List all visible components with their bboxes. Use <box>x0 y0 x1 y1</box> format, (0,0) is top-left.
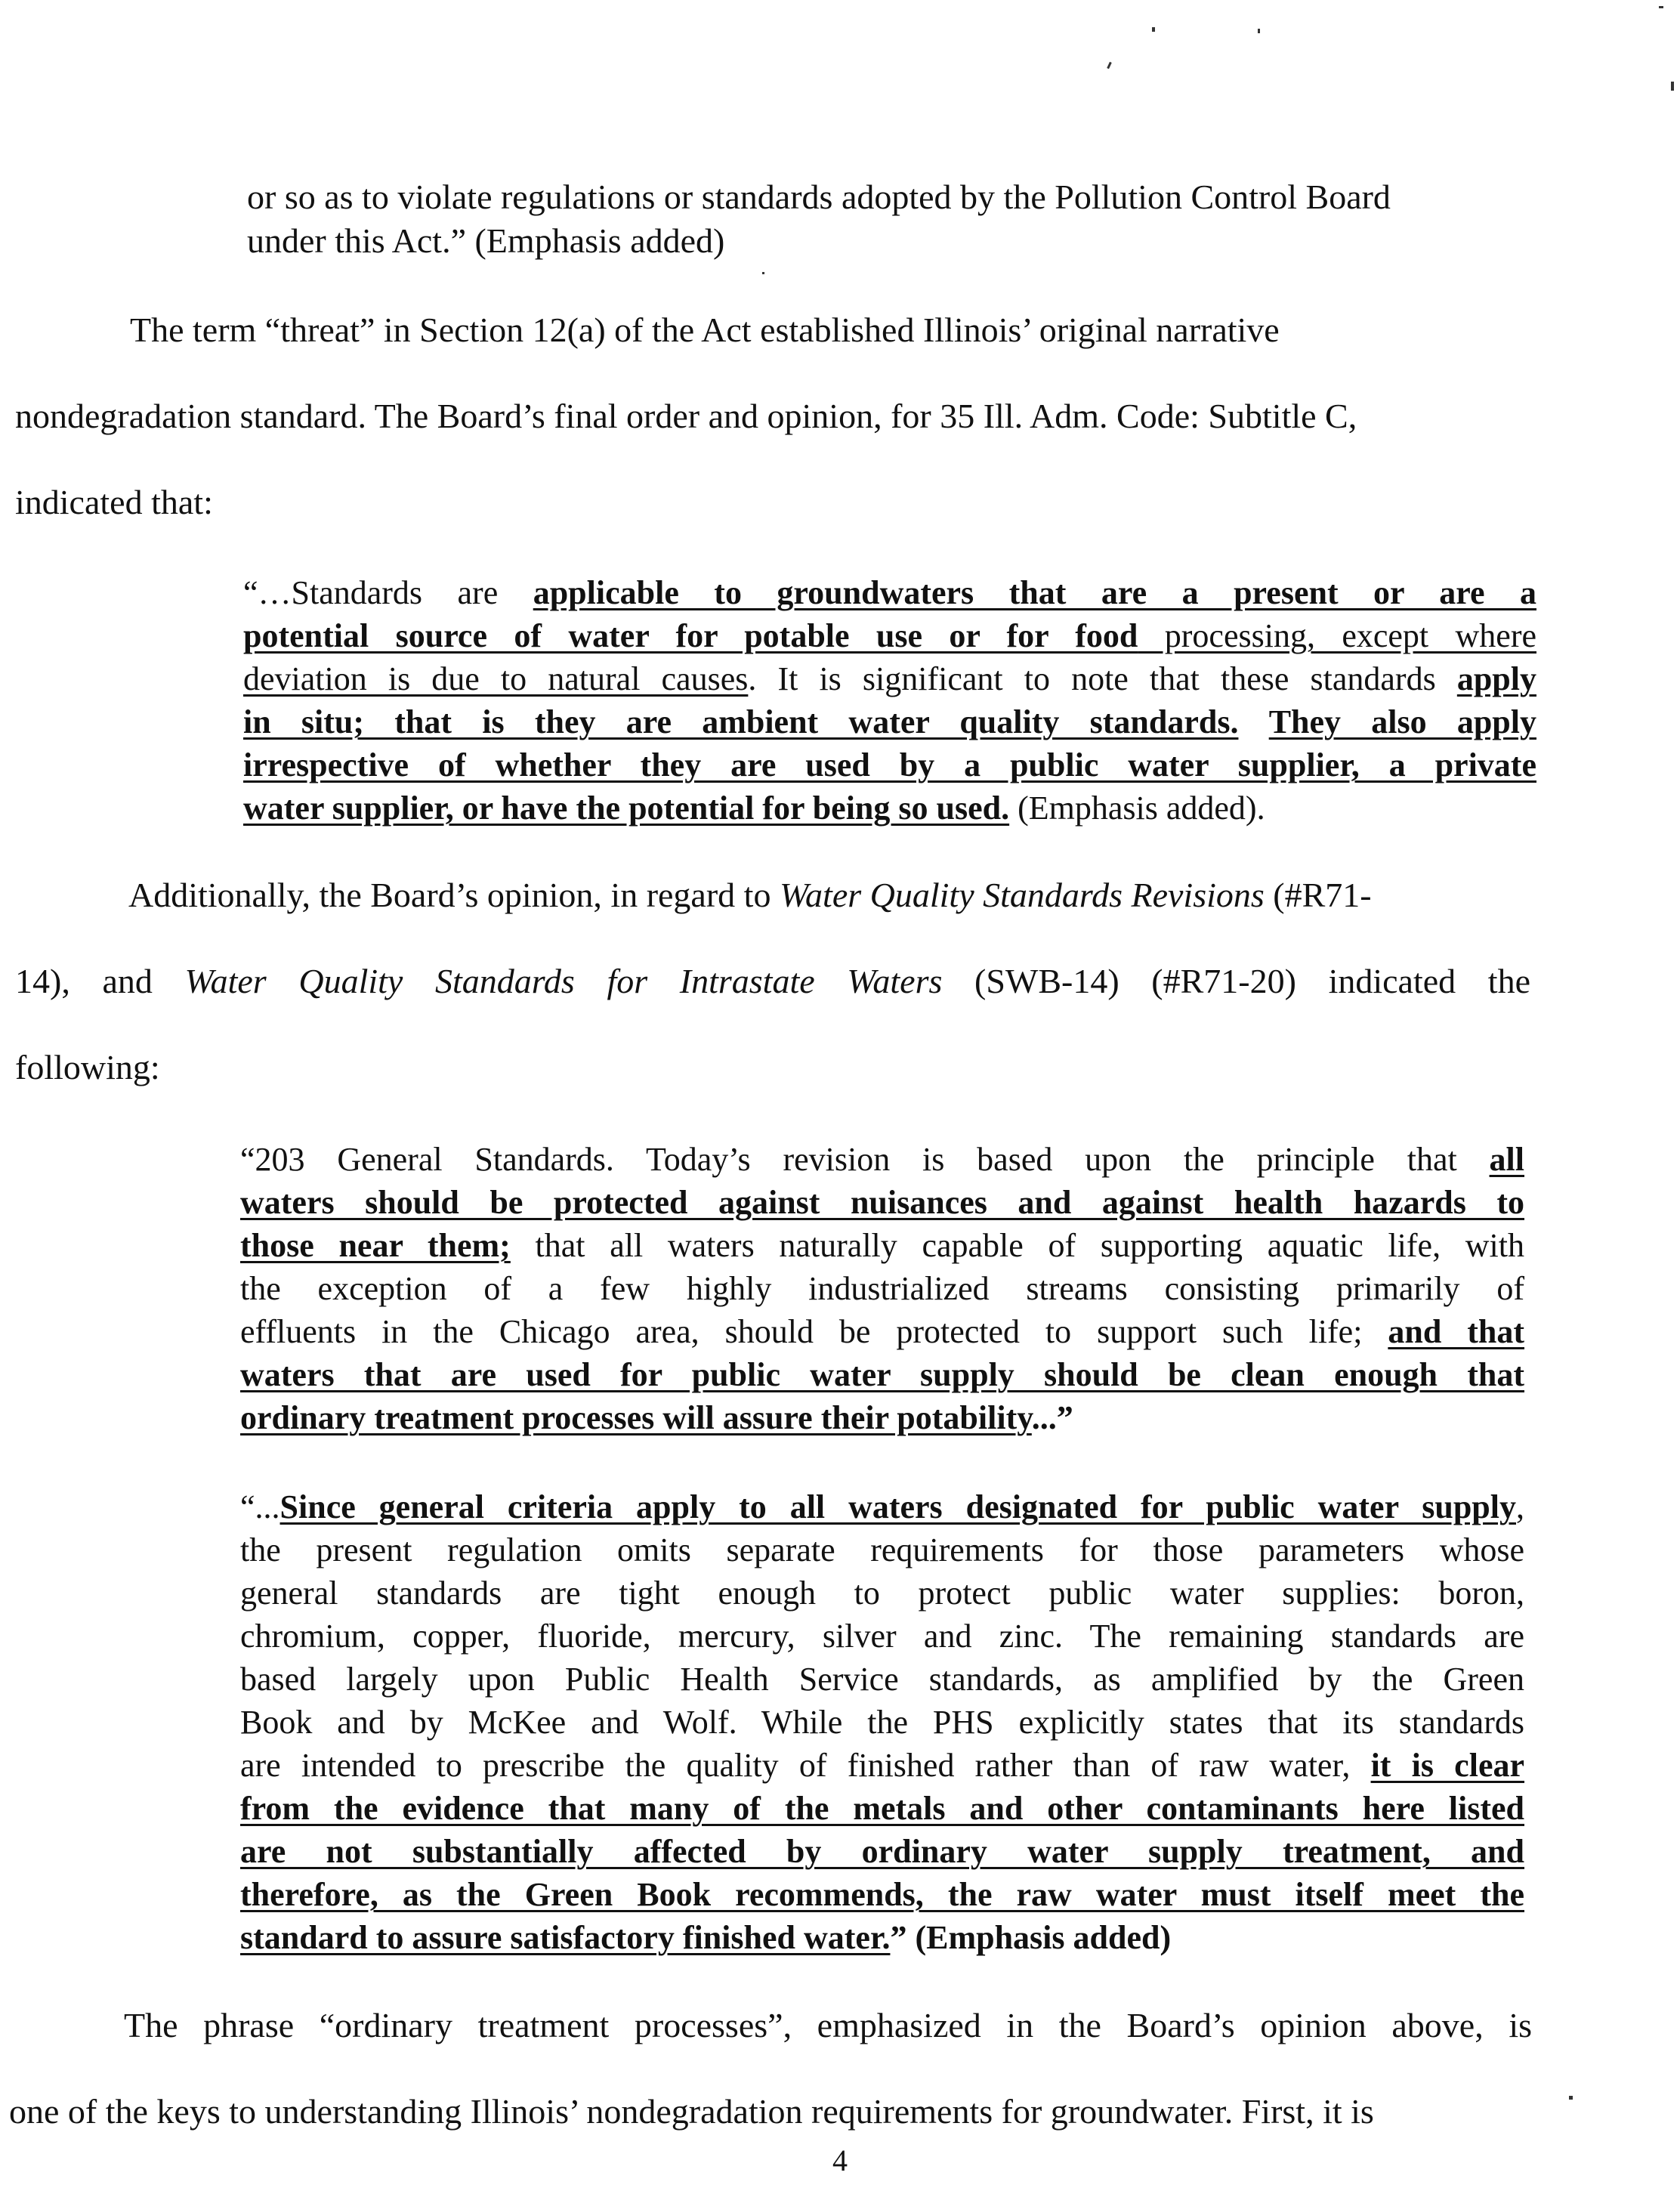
quote-line: are intended to prescribe the quality of finished rather than of raw water, it is clear <box>240 1747 1524 1784</box>
paragraph-line: The phrase “ordinary treatment processes”, emphasized in the Board’s opinion above, is <box>124 2006 1532 2044</box>
quote-line: “...Since general criteria apply to all waters designated for public water supply, <box>240 1488 1524 1525</box>
quote-line: standard to assure satisfactory finished water.” (Emphasis added) <box>240 1919 1172 1956</box>
paragraph-line: The term “threat” in Section 12(a) of the Act established Illinois’ original narrative <box>130 311 1280 349</box>
quote-line: waters that are used for public water supply should be clean enough that <box>240 1356 1524 1393</box>
scan-speck <box>762 272 764 274</box>
intro-quote-line: under this Act.” (Emphasis added) <box>247 221 725 260</box>
paragraph-line: indicated that: <box>15 483 213 521</box>
scan-speck <box>1659 6 1663 8</box>
scan-speck <box>1258 29 1260 33</box>
scan-speck <box>1671 82 1674 91</box>
quote-line: irrespective of whether they are used by a public water supplier, a private <box>243 746 1536 783</box>
intro-quote-line: or so as to violate regulations or standards adopted by the Pollution Control Board <box>247 178 1391 216</box>
quote-line: based largely upon Public Health Service standards, as amplified by the Green <box>240 1661 1524 1698</box>
quote-line: in situ; that is they are ambient water quality standards. They also apply <box>243 703 1536 740</box>
quote-line: waters should be protected against nuisances and against health hazards to <box>240 1184 1524 1221</box>
quote-line: ordinary treatment processes will assure their potability...” <box>240 1399 1073 1436</box>
scan-speck <box>1569 2096 1573 2100</box>
quote-line: Book and by McKee and Wolf. While the PHS explicitly states that its standards <box>240 1704 1524 1741</box>
paragraph-line: Additionally, the Board’s opinion, in regard to Water Quality Standards Revisions (#R71- <box>128 876 1372 914</box>
quote-line: water supplier, or have the potential for being so used. (Emphasis added). <box>243 790 1265 827</box>
paragraph-line: following: <box>15 1048 160 1086</box>
quote-line: therefore, as the Green Book recommends, the raw water must itself meet the <box>240 1876 1524 1913</box>
quote-line: are not substantially affected by ordinary water supply treatment, and <box>240 1833 1524 1870</box>
quote-line: deviation is due to natural causes. It is significant to note that these standards apply <box>243 660 1536 697</box>
scan-speck <box>1107 62 1112 69</box>
paragraph-line: 14), and Water Quality Standards for Intrastate Waters (SWB-14) (#R71-20) indicated the <box>15 962 1530 1000</box>
quote-line: effluents in the Chicago area, should be protected to support such life; and that <box>240 1313 1524 1350</box>
quote-line: those near them; that all waters naturally capable of supporting aquatic life, with <box>240 1227 1524 1264</box>
quote-line: the present regulation omits separate requirements for those parameters whose <box>240 1531 1524 1568</box>
paragraph-line: one of the keys to understanding Illinois’ nondegradation requirements for groundwater. First, it is <box>9 2092 1374 2131</box>
quote-line: general standards are tight enough to protect public water supplies: boron, <box>240 1575 1524 1612</box>
scan-speck <box>1152 27 1155 32</box>
quote-line: chromium, copper, fluoride, mercury, silver and zinc. The remaining standards are <box>240 1618 1524 1655</box>
page-number: 4 <box>832 2143 848 2177</box>
quote-line: from the evidence that many of the metals and other contaminants here listed <box>240 1790 1524 1827</box>
paragraph-line: nondegradation standard. The Board’s final order and opinion, for 35 Ill. Adm. Code: Subtitle C, <box>15 397 1357 435</box>
quote-line: the exception of a few highly industrialized streams consisting primarily of <box>240 1270 1524 1307</box>
quote-line: “203 General Standards. Today’s revision is based upon the principle that all <box>240 1141 1524 1178</box>
quote-line: “…Standards are applicable to groundwaters that are a present or are a <box>243 574 1536 611</box>
quote-line: potential source of water for potable use or for food processing, except where <box>243 617 1536 654</box>
